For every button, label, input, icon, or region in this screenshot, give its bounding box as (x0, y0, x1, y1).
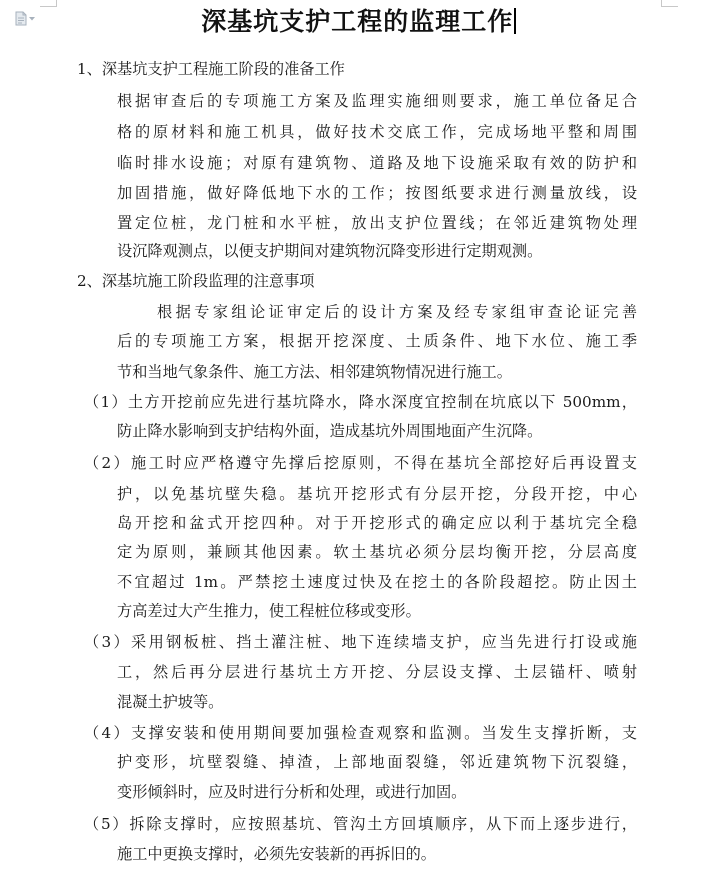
paragraph-line: 后的专项施工方案，根据开挖深度、土质条件、地下水位、施工季 (117, 332, 637, 350)
list-item-3: （3）采用钢板桩、挡土灌注桩、地下连续墙支护，应当先进行打设或施 (84, 633, 637, 651)
list-item-2-cont: 护，以免基坑壁失稳。基坑开挖形式有分层开挖，分段开挖，中心 (117, 485, 637, 503)
paragraph-line: 加固措施，做好降低地下水的工作；按图纸要求进行测量放线，设 (117, 184, 637, 202)
list-item-5: （5）拆除支撑时，应按照基坑、管沟土方回填顺序，从下而上逐步进行， (84, 815, 637, 833)
list-item-4: （4）支撑安装和使用期间要加强检查观察和监测。当发生支撑折断，支 (84, 724, 637, 742)
list-item-3-cont: 工，然后再分层进行基坑土方开挖、分层设支撑、土层锚杆、喷射 (117, 663, 637, 681)
list-item-4-cont: 变形倾斜时，应及时进行分析和处理，或进行加固。 (117, 783, 467, 801)
list-item-1-cont: 防止降水影响到支护结构外面，造成基坑外周围地面产生沉降。 (117, 422, 543, 440)
paragraph-line: 根据专家组论证审定后的设计方案及经专家组审查论证完善 (157, 303, 637, 321)
paragraph-line: 根据审查后的专项施工方案及监理实施细则要求，施工单位备足合 (117, 92, 637, 110)
list-item-2-cont: 不宜超过 1m。严禁挖土速度过快及在挖土的各阶段超挖。防止因土 (117, 573, 637, 591)
list-item-3-cont: 混凝土护坡等。 (117, 693, 224, 711)
paragraph-line: 格的原材料和施工机具，做好技术交底工作，完成场地平整和周围 (117, 123, 637, 141)
document-title (0, 2, 717, 42)
heading-2: 2、深基坑施工阶段监理的注意事项 (77, 272, 315, 290)
paragraph-line: 节和当地气象条件、施工方法、相邻建筑物情况进行施工。 (117, 363, 512, 381)
list-item-4-cont: 护变形，坑壁裂缝、掉渣，上部地面裂缝，邻近建筑物下沉裂缝， (117, 753, 637, 771)
text-cursor (514, 8, 516, 34)
list-item-1: （1）土方开挖前应先进行基坑降水，降水深度宜控制在坑底以下 500mm， (84, 393, 637, 411)
paragraph-line: 临时排水设施；对原有建筑物、道路及地下设施采取有效的防护和 (117, 154, 637, 172)
paragraph-line: 置定位桩，龙门桩和水平桩，放出支护位置线；在邻近建筑物处理 (117, 214, 637, 232)
list-item-2-cont: 方高差过大产生推力，使工程桩位移或变形。 (117, 602, 421, 620)
list-item-5-cont: 施工中更换支撑时，必须先安装新的再拆旧的。 (117, 845, 436, 863)
title-text: 深基坑支护工程的监理工作 (201, 7, 514, 36)
list-item-2-cont: 岛开挖和盆式开挖四种。对于开挖形式的确定应以利于基坑完全稳 (117, 514, 637, 532)
list-item-2-cont: 定为原则，兼顾其他因素。软土基坑必须分层均衡开挖，分层高度 (117, 543, 637, 561)
heading-1: 1、深基坑支护工程施工阶段的准备工作 (77, 60, 345, 78)
list-item-2: （2）施工时应严格遵守先撑后挖原则，不得在基坑全部挖好后再设置支 (84, 454, 637, 472)
paragraph-line: 设沉降观测点，以便支护期间对建筑物沉降变形进行定期观测。 (117, 242, 543, 260)
